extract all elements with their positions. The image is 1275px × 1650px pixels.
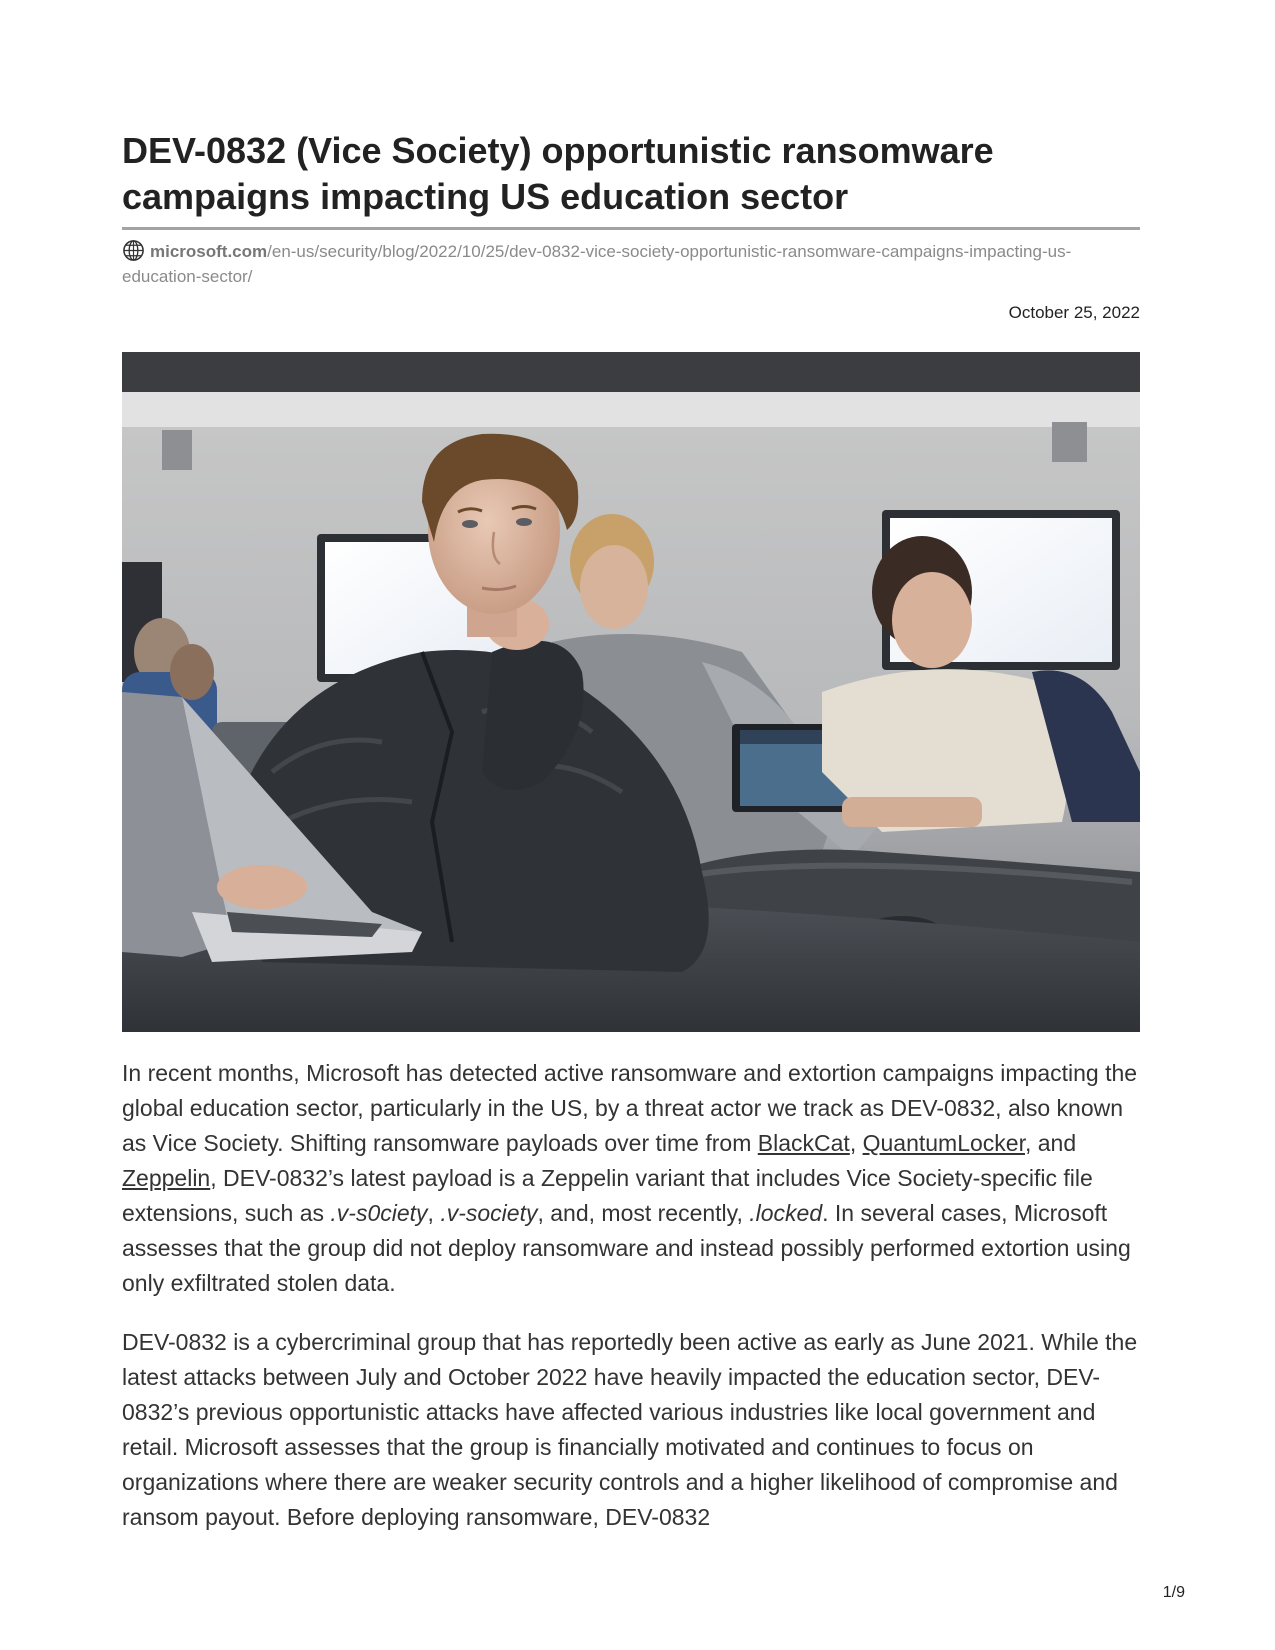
source-domain[interactable]: microsoft.com [150,242,268,261]
publish-date: October 25, 2022 [1008,303,1140,322]
paragraph-2: DEV-0832 is a cybercriminal group that has reportedly been active as early as June 2021. While the latest attacks between July and October 2022 have heavily impacted the education sector, DEV-0832’s previous opportunistic attacks have affected various industries like local government and retail. Microsoft assesses that the group is financially motivated and continues to focus on organizations where there are weaker security controls and a higher likelihood of compromise and ransom payout. Before deploying ransomware, DEV-0832 [122,1329,1138,1530]
paragraph-1 [122,1056,1147,1301]
link-blackcat[interactable]: BlackCat [757,1130,850,1156]
article-title [122,128,1142,220]
paragraph-1-text-1: In recent months, Microsoft has detected active ransomware and extortion campaigns impacting the global education sector, particularly in the US, by a threat actor we track as DEV-0832, also known as Vice Society. Shifting ransomware payloads over time from [122,1060,1138,1156]
link-quantumlocker[interactable]: QuantumLocker [862,1130,1025,1156]
hero-photo [122,352,1140,1032]
title-divider [122,227,1140,230]
extension-locked: .locked [749,1200,823,1226]
globe-icon [122,239,145,262]
paragraph-1-sep-3: , [427,1200,441,1226]
source-path[interactable]: /en-us/security/blog/2022/10/25/dev-0832-vice-society-opportunistic-ransomware-campaigns-impacting-us-education-sector/ [122,242,1072,286]
source-url[interactable] [122,239,1140,289]
paragraph-1-text-4: . In several cases, Microsoft assesses that the group did not deploy ransomware and instead possibly performed extortion using only exfiltrated stolen data. [122,1200,1131,1296]
paragraph-1-sep-2: , and [1024,1130,1077,1156]
paragraph-1-text-2: , DEV-0832’s latest payload is a Zeppelin variant that includes Vice Society-specific file extensions, such as [122,1165,1093,1226]
extension-v-society: .v-society [440,1200,538,1226]
paragraph-1-text-3: , and, most recently, [537,1200,750,1226]
extension-v-s0ciety: .v-s0ciety [330,1200,428,1226]
article-title-line-1: DEV-0832 (Vice Society) opportunistic ransomware [122,130,994,171]
article-title-line-2: campaigns impacting US education sector [122,176,849,217]
link-zeppelin[interactable]: Zeppelin [122,1165,211,1191]
paragraph-1-sep-1: , [849,1130,863,1156]
page-number: 1/9 [1162,1584,1185,1601]
classroom-photo-illustration [122,352,1140,1032]
